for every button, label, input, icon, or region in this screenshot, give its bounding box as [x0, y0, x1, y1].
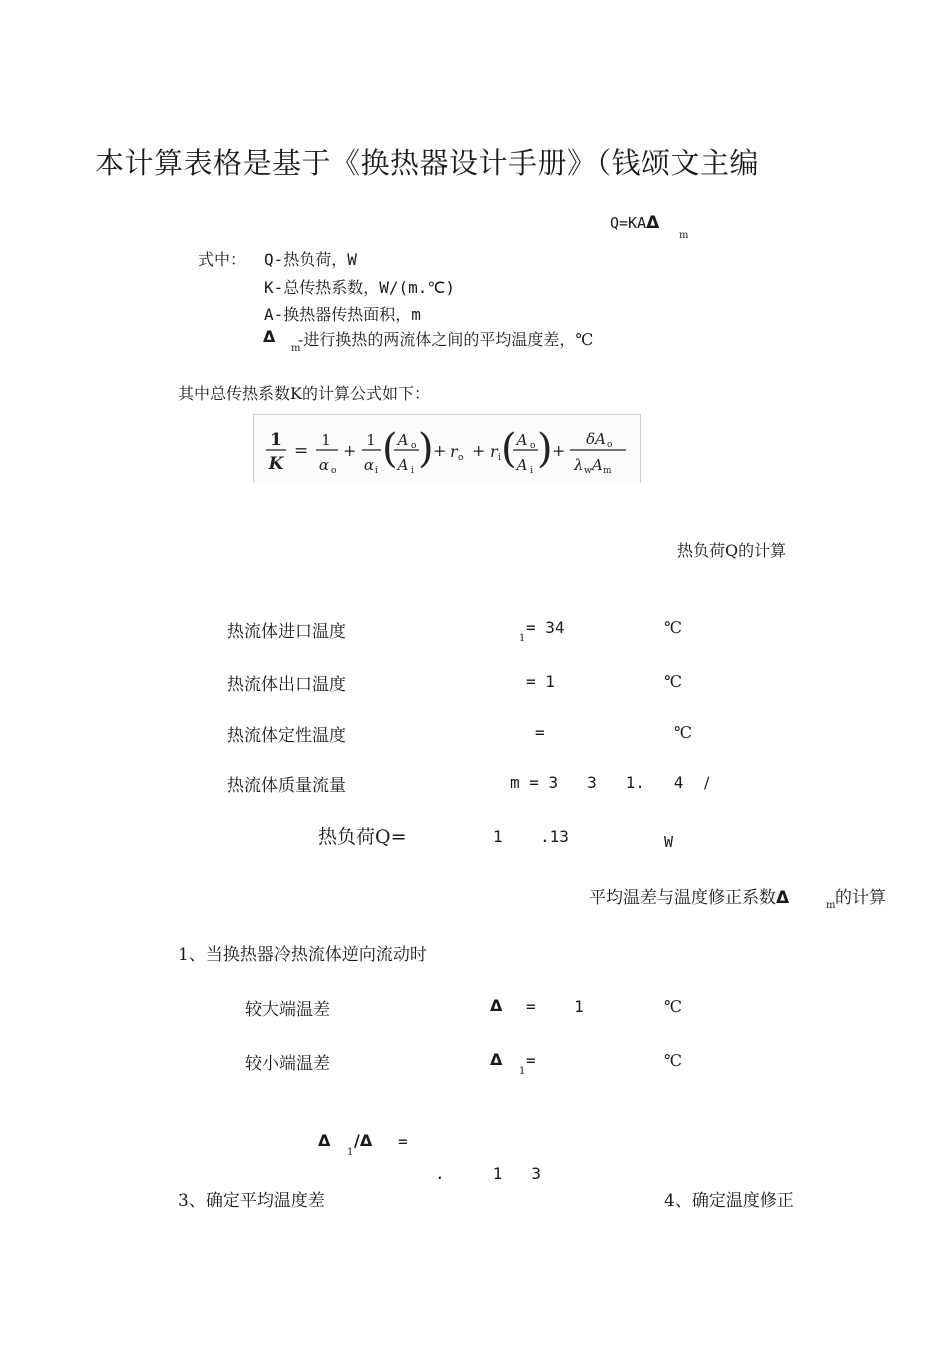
definitions-prefix: 式中： [198, 250, 247, 269]
large-diff-delta: Δ [490, 996, 503, 1015]
page-title: 本计算表格是基于《换热器设计手册》（钱颂文主编 [95, 146, 760, 180]
ratio1-denominator: A [397, 456, 409, 474]
main-formula [610, 213, 659, 233]
row-massflow-value: m = 3 3 1. 4 [510, 773, 684, 792]
term2-denominator: α [363, 456, 375, 474]
last-denominator-a: A [592, 456, 603, 474]
small-diff-delta: Δ [490, 1050, 503, 1069]
svg-text:(: ( [501, 426, 517, 472]
last-numerator: δA [586, 430, 606, 448]
ro-symbol: r [450, 442, 458, 461]
last-denominator: λ [574, 456, 584, 474]
svg-text:): ) [418, 426, 434, 472]
row-inlet-label: 热流体进口温度 [227, 622, 346, 642]
ratio1-denominator-sub: i [411, 466, 414, 476]
row-qualitative-label: 热流体定性温度 [227, 726, 346, 746]
small-diff-unit: ℃ [664, 1051, 682, 1070]
ratio-value: . 1 3 [435, 1164, 541, 1183]
small-diff-label: 较小端温差 [245, 1054, 330, 1074]
row-outlet-value: = 1 [526, 672, 555, 691]
ratio1-numerator-sub: o [411, 441, 417, 451]
row-inlet-sub: 1 [519, 633, 526, 644]
last-denominator-sub: w [584, 466, 592, 476]
term1-numerator: 1 [321, 431, 331, 449]
small-diff-sub: 1 [519, 1066, 526, 1077]
step-4-heading: 4、确定温度修正 [664, 1191, 794, 1211]
last-numerator-sub: o [607, 440, 613, 450]
ratio-delta-1: Δ [318, 1131, 331, 1150]
counterflow-heading: 1、当换热器冷热流体逆向流动时 [178, 945, 427, 965]
main-formula-text: Q=KA [610, 214, 647, 232]
last-denominator-a-sub: m [603, 466, 612, 476]
main-formula-sub: m [679, 230, 689, 241]
lhs-numerator: 1 [270, 430, 282, 450]
ratio2-numerator-sub: o [530, 441, 536, 451]
mean-temp-suffix: 的计算 [835, 888, 886, 908]
large-diff-unit: ℃ [664, 997, 682, 1016]
term1-denominator-sub: o [331, 466, 337, 476]
mean-temp-heading [589, 883, 789, 908]
plus-3: + [472, 441, 486, 460]
ratio2-numerator: A [516, 431, 528, 449]
ratio-equals: = [398, 1132, 408, 1151]
ri-sub: i [498, 453, 501, 463]
row-qualitative-unit: ℃ [674, 723, 692, 742]
term2-numerator: 1 [366, 431, 376, 449]
row-qualitative-value: = [535, 723, 545, 742]
definition-delta-text: -进行换热的两流体之间的平均温度差，℃ [298, 330, 594, 349]
k-formula-svg [254, 415, 640, 483]
plus-1: + [343, 441, 357, 460]
definition-delta-sub: m [291, 343, 301, 354]
svg-text:(: ( [382, 426, 398, 472]
plus-2: + [433, 441, 447, 460]
ratio2-denominator: A [516, 456, 528, 474]
definition-a: A-换热器传热面积，m [264, 305, 421, 324]
ratio1-numerator: A [397, 431, 409, 449]
row-outlet-unit: ℃ [664, 672, 682, 691]
mean-temp-delta: Δ [776, 888, 790, 908]
k-formula-intro: 其中总传热系数K的计算公式如下： [178, 384, 430, 403]
row-inlet-value: = 34 [526, 618, 565, 637]
row-inlet-unit: ℃ [664, 618, 682, 637]
mean-temp-heading-text: 平均温差与温度修正系数 [589, 888, 776, 908]
svg-text:): ) [537, 426, 553, 472]
large-diff-label: 较大端温差 [245, 1000, 330, 1020]
row-massflow-label: 热流体质量流量 [227, 776, 346, 796]
q-result-value-1: 1 [493, 827, 503, 846]
ratio-slash-delta: /Δ [354, 1131, 373, 1150]
q-result-unit: W [664, 833, 674, 851]
term2-denominator-sub: i [375, 466, 378, 476]
ratio2-denominator-sub: i [530, 466, 533, 476]
term1-denominator: α [318, 456, 330, 474]
ri-symbol: r [490, 442, 498, 461]
definition-q: Q-热负荷，W [264, 250, 357, 269]
ratio-sub: 1 [347, 1147, 354, 1158]
definition-k: K-总传热系数，W/(m.℃) [264, 278, 456, 297]
q-result-value-2: .13 [540, 827, 569, 846]
delta-symbol: Δ [646, 213, 660, 233]
k-formula-image [253, 414, 641, 483]
lhs-denominator: K [268, 454, 284, 474]
step-3-heading: 3、确定平均温度差 [178, 1191, 325, 1211]
row-outlet-label: 热流体出口温度 [227, 675, 346, 695]
large-diff-value: = 1 [526, 997, 584, 1016]
q-result-label: 热负荷Q= [318, 826, 407, 848]
ro-sub: o [458, 453, 464, 463]
equals-sign: = [294, 441, 309, 461]
definition-delta-symbol: Δ [263, 327, 276, 346]
mean-temp-sub: m [826, 900, 836, 911]
row-massflow-unit: / [704, 773, 710, 792]
heat-load-heading: 热负荷Q的计算 [677, 541, 787, 560]
small-diff-value: = [526, 1051, 536, 1070]
plus-4: + [552, 441, 566, 460]
